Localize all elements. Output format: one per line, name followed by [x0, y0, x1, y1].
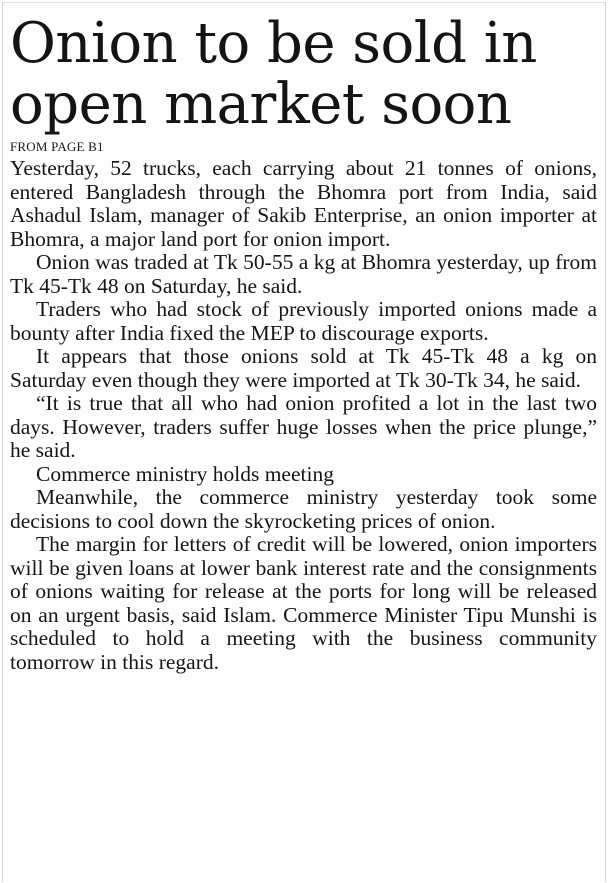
headline: [3, 13, 605, 135]
article-body: [3, 157, 605, 674]
continuation-kicker: FROM PAGE B1: [10, 139, 104, 154]
paragraph: It appears that those onions sold at Tk 45-Tk 48 a kg on Saturday even though they were imported at Tk 30-Tk 34, he said.: [10, 344, 597, 392]
paragraph: The margin for letters of credit will be lowered, onion importers will be given loans at lower bank interest rate and the consignments of onions waiting for release at the ports for long will be released on an urgent basis, said Islam. Commerce Minister Tipu Munshi is scheduled to hold a meeting with the business community tomorrow in this regard.: [10, 532, 597, 674]
headline-line-1: Onion to be sold in: [10, 11, 537, 76]
paragraph: Traders who had stock of previously imported onions made a bounty after India fixed the MEP to discourage exports.: [10, 297, 597, 345]
paragraph: “It is true that all who had onion profited a lot in the last two days. However, traders suffer huge losses when the price plunge,” he said.: [10, 391, 597, 462]
paragraph: Meanwhile, the commerce ministry yesterday took some decisions to cool down the skyrocketing prices of onion.: [10, 485, 597, 533]
newspaper-clipping: [2, 2, 606, 882]
paragraph: Onion was traded at Tk 50-55 a kg at Bhomra yesterday, up from Tk 45-Tk 48 on Saturday, he said.: [10, 250, 597, 298]
subheading: Commerce ministry holds meeting: [36, 461, 334, 486]
headline-line-2: open market soon: [10, 72, 512, 137]
paragraph: Yesterday, 52 trucks, each carrying about 21 tonnes of onions, entered Bangladesh through the Bhomra port from India, said Ashadul Islam, manager of Sakib Enterprise, an onion importer at Bhomra, a major land port for onion import.: [10, 156, 597, 251]
